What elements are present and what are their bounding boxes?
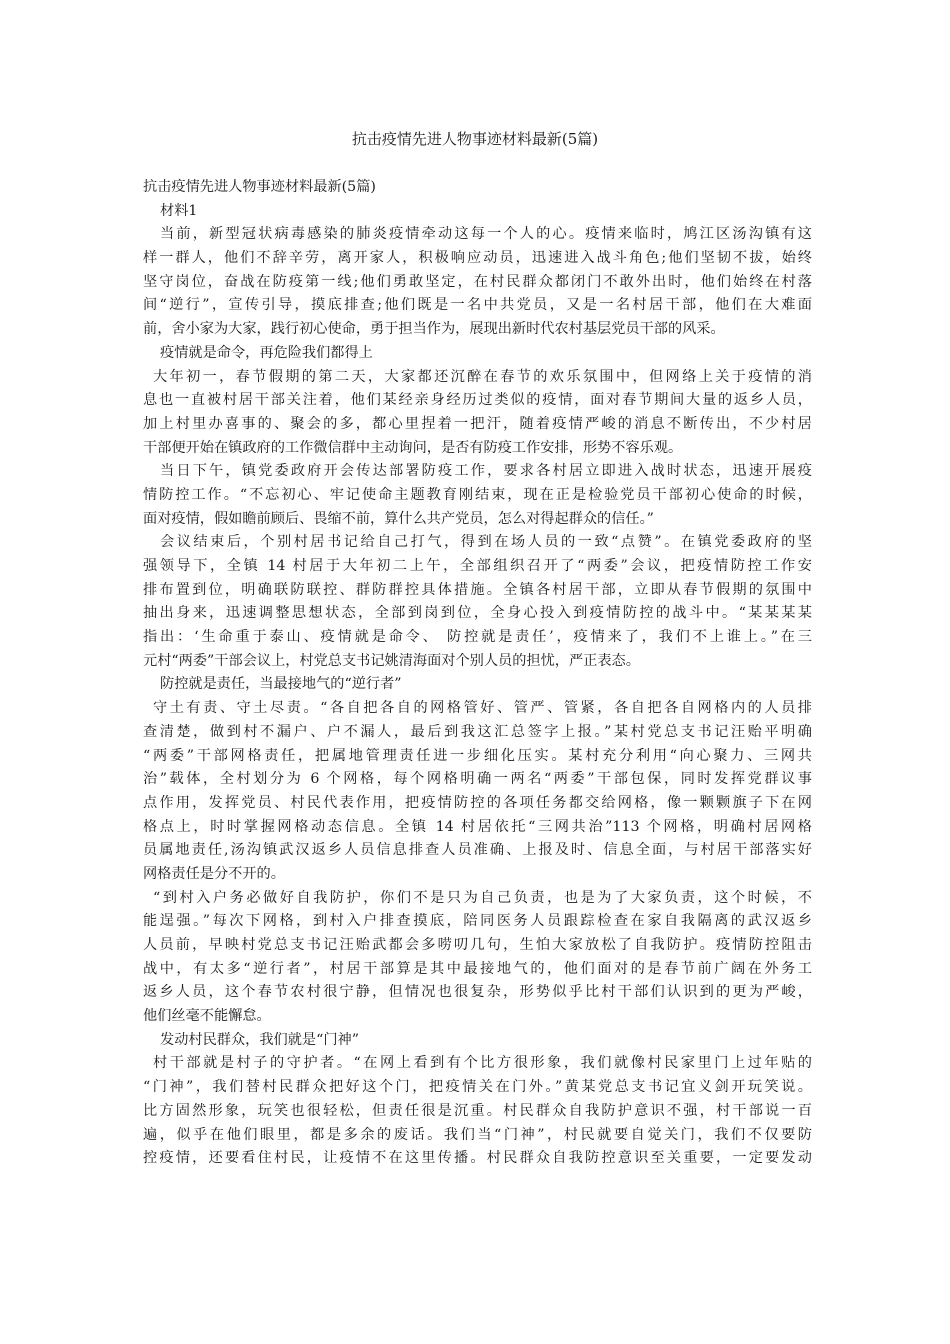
text-line: 材料1 [160, 202, 198, 219]
text-line: 他们丝毫不能懈怠。 [143, 1008, 271, 1025]
text-line: 比方固然形象，玩笑也很轻松，但责任很是沉重。村民群众自我防护意识不强，村干部说一百 [143, 1102, 812, 1119]
text-line: 遍，似乎在他们眼里，都是多余的废话。我们当“门神”，村民就要自觉关门，我们不仅要防 [143, 1126, 812, 1143]
text-line: 抗击疫情先进人物事迹材料最新(5篇) [143, 179, 376, 195]
text-line: 样一群人，他们不辞辛劳，离开家人，积极响应动员，迅速进入战斗角色;他们坚韧不拔，始终 [143, 250, 812, 267]
text-line: 守土有责、守土尽责。“各自把各自的网格管好、管严、管紧，各自把各自网格内的人员排 [153, 700, 812, 717]
text-line: 能逞强。”每次下网格，到村入户排查摸底，陪同医务人员跟踪检查在家自我隔离的武汉返乡 [143, 913, 812, 930]
text-line: “门神”，我们替村民群众把好这个门，把疫情关在门外。”黄某党总支书记宜义剑开玩笑说。 [143, 1079, 812, 1096]
text-line: “到村入户务必做好自我防护，你们不是只为自己负责，也是为了大家负责，这个时候，不 [153, 889, 812, 906]
text-line: 抽出身来，迅速调整思想状态，全部到岗到位，全身心投入到疫情防控的战斗中。“某某某某 [143, 605, 812, 622]
text-line: “两委”干部网格责任，把属地管理责任进一步细化压实。某村充分利用“向心聚力、三网共 [143, 747, 812, 764]
text-line: 加上村里办喜事的、聚会的多，都心里捏着一把汗，随着疫情严峻的消息不断传出，不少村居 [143, 415, 812, 432]
text-line: 村干部就是村子的守护者。“在网上看到有个比方很形象，我们就像村民家里门上过年贴的 [153, 1055, 812, 1072]
text-line: 战中，有太多“逆行者”，村居干部算是其中最接地气的，他们面对的是春节前广阔在外务工 [143, 960, 812, 977]
text-line: 坚守岗位，奋战在防疫第一线;他们勇敢坚定，在村民群众都闭门不敢外出时，他们始终在村落 [143, 273, 812, 290]
text-line: 治”载体，全村划分为 6 个网格，每个网格明确一两名“两委”干部包保，同时发挥党群议事 [143, 771, 812, 788]
text-line: 指出：‘生命重于泰山、疫情就是命令、 防控就是责任’，疫情来了，我们不上谁上。”在三 [143, 629, 812, 646]
text-line: 干部便开始在镇政府的工作微信群中主动询问，是否有防疫工作安排，形势不容乐观。 [143, 439, 683, 456]
text-line: 息也一直被村居干部关注着，他们某经亲身经历过类似的疫情，面对春节期间大量的返乡人员， [143, 392, 812, 409]
text-line: 防控就是责任，当最接地气的“逆行者” [160, 676, 402, 693]
text-line: 控疫情，还要看住村民，让疫情不在这里传播。村民群众自我防控意识至关重要，一定要发动 [143, 1150, 812, 1167]
text-line: 发动村民群众，我们就是“门神” [160, 1031, 359, 1048]
text-line: 当日下午，镇党委政府开会传达部署防疫工作，要求各村居立即进入战时状态，迅速开展疫 [160, 463, 812, 480]
text-line: 当前，新型冠状病毒感染的肺炎疫情牵动这每一个人的心。疫情来临时，鸠江区汤沟镇有这 [160, 226, 812, 243]
text-line: 面对疫情，假如瞻前顾后、畏缩不前，算什么共产党员，怎么对得起群众的信任。” [143, 510, 654, 527]
text-line: 疫情就是命令，再危险我们都得上 [160, 344, 373, 361]
text-line: 查清楚，做到村不漏户、户不漏人，最后到我这汇总签字上报。”某村党总支书记汪贻平明确 [143, 723, 812, 740]
text-line: 会议结束后，个别村居书记给自己打气，得到在场人员的一致“点赞”。在镇党委政府的坚 [160, 534, 812, 551]
text-line: 强领导下，全镇 14 村居于大年初二上午，全部组织召开了“两委”会议，把疫情防控工作安 [143, 558, 812, 574]
text-line: 情防控工作。“不忘初心、牢记使命主题教育刚结束，现在正是检验党员干部初心使命的时候， [143, 486, 812, 503]
text-line: 网格责任是分不开的。 [143, 865, 285, 882]
text-line: 大年初一，春节假期的第二天，大家都还沉醉在春节的欢乐氛围中，但网络上关于疫情的消 [153, 368, 812, 385]
document-body [143, 176, 812, 1171]
text-line: 人员前，早映村党总支书记汪贻武都会多唠叨几句，生怕大家放松了自我防护。疫情防控阻击 [143, 937, 812, 953]
text-line: 间“逆行”，宣传引导，摸底排查;他们既是一名中共党员，又是一名村居干部，他们在大难面 [143, 297, 812, 314]
text-line: 返乡人员，这个春节农村很宁静，但情况也很复杂，形势似乎比村干部们认识到的更为严峻， [143, 984, 812, 1001]
text-line: 元村“两委”干部会议上，村党总支书记姚清海面对个别人员的担忧，严正表态。 [143, 652, 640, 669]
document-title: 抗击疫情先进人物事迹材料最新(5篇) [351, 130, 599, 148]
text-line: 员属地责任,汤沟镇武汉返乡人员信息排查人员准确、上报及时、信息全面，与村居干部落实好 [143, 842, 812, 859]
text-line: 点作用，发挥党员、村民代表作用，把疫情防控的各项任务都交给网格，像一颗颗旗子下在网 [143, 794, 812, 811]
text-line: 格点上，时时掌握网格动态信息。全镇 14 村居依托“三网共治”113 个网格，明确村居网格 [143, 818, 812, 835]
text-line: 前，舍小家为大家，践行初心使命，勇于担当作为，展现出新时代农村基层党员干部的风采。 [143, 321, 725, 338]
text-line: 排布置到位，明确联防联控、群防群控具体措施。全镇各村居干部，立即从春节假期的氛围中 [143, 581, 812, 598]
